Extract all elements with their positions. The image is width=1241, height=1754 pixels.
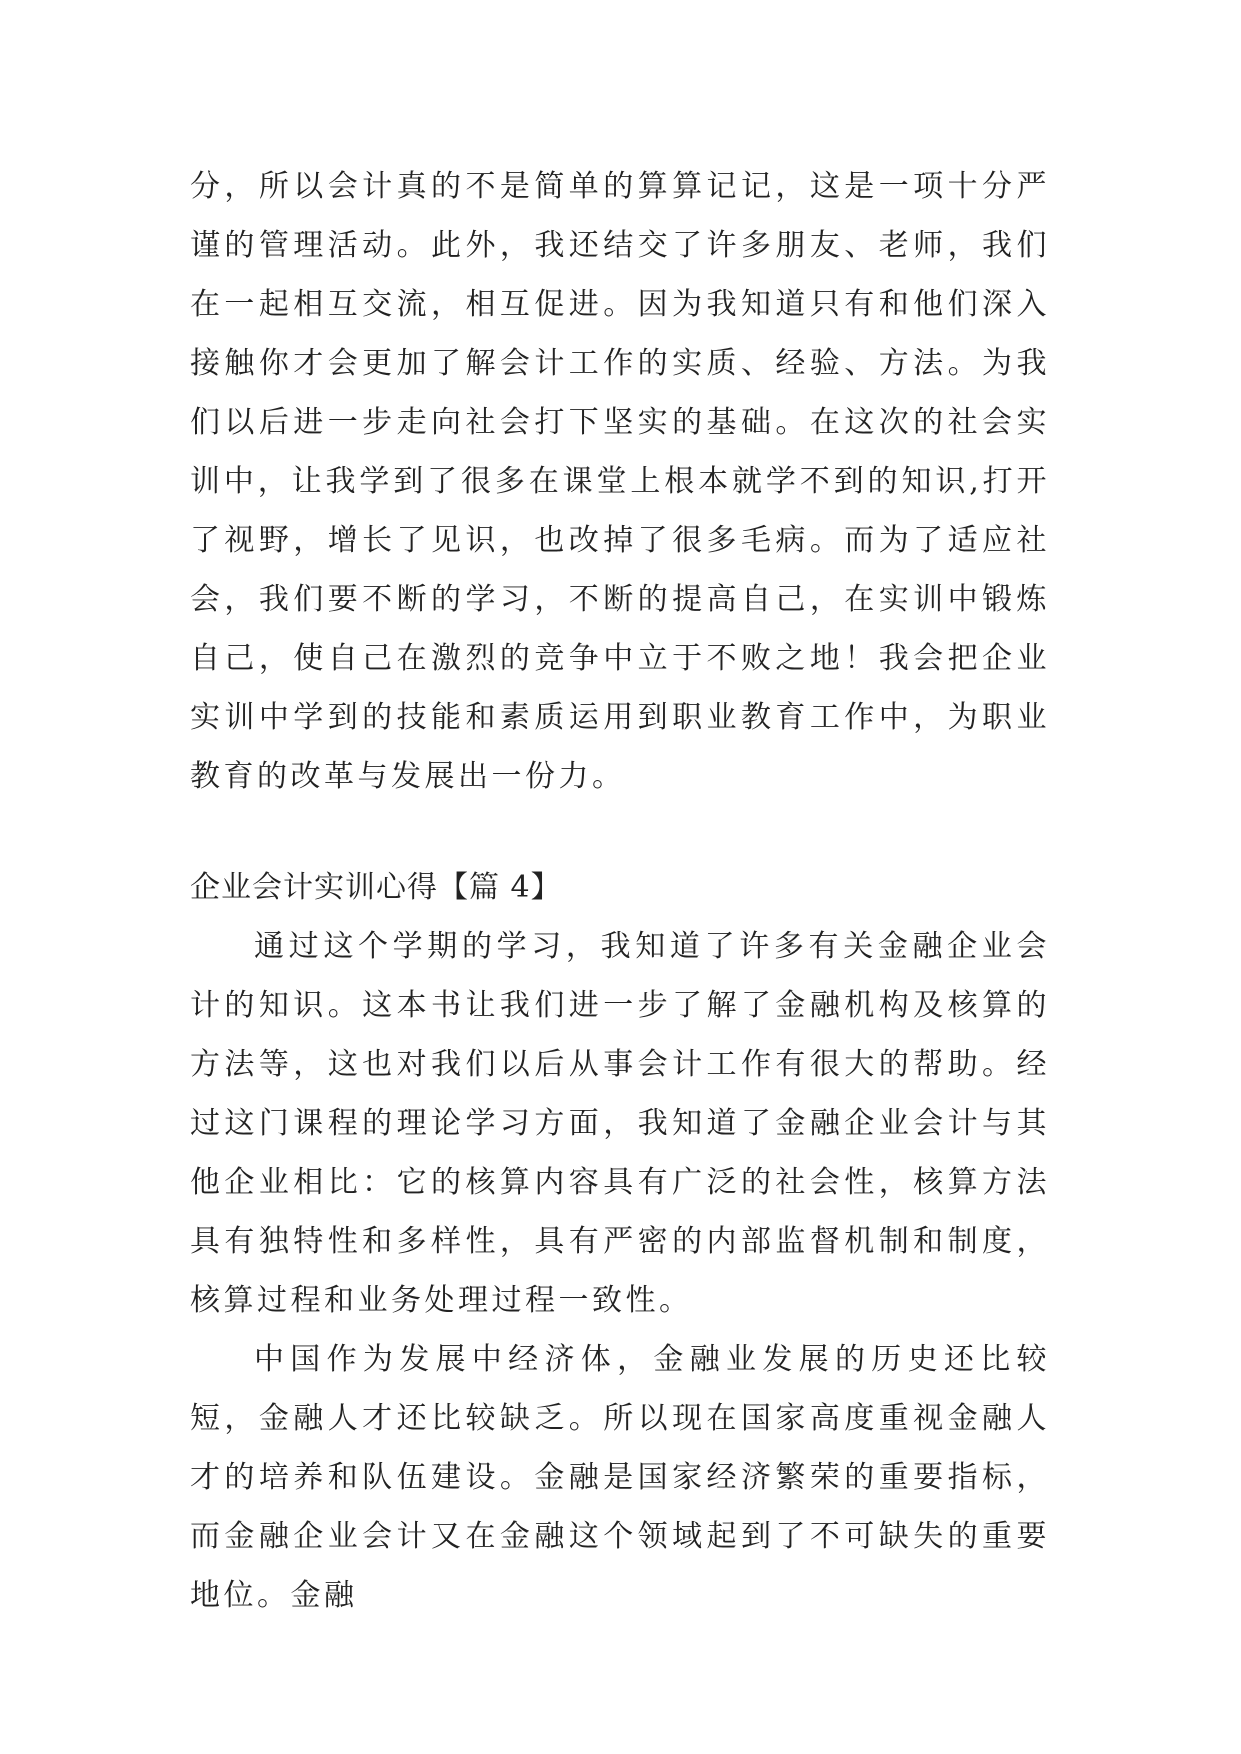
continuation-text-block <box>190 157 1050 806</box>
continuation-paragraph: 分，所以会计真的不是简单的算算记记，这是一项十分严谨的管理活动。此外，我还结交了许多朋友、老师，我们在一起相互交流，相互促进。因为我知道只有和他们深入接触你才会更加了解会计工作的实质、经验、方法。为我们以后进一步走向社会打下坚实的基础。在这次的社会实训中，让我学到了很多在课堂上根本就学不到的知识,打开了视野，增长了见识，也改掉了很多毛病。而为了适应社会，我们要不断的学习，不断的提高自己，在实训中锻炼自己，使自己在激烈的竞争中立于不败之地！我会把企业实训中学到的技能和素质运用到职业教育工作中，为职业教育的改革与发展出一份力。 <box>190 169 1050 794</box>
section-heading: 企业会计实训心得【篇 4】 <box>190 870 562 905</box>
body-paragraph-1: 通过这个学期的学习，我知道了许多有关金融企业会计的知识。这本书让我们进一步了解了金融机构及核算的方法等，这也对我们以后从事会计工作有很大的帮助。经过这门课程的理论学习方面，我知道了金融企业会计与其他企业相比：它的核算内容具有广泛的社会性，核算方法具有独特性和多样性，具有严密的内部监督机制和制度，核算过程和业务处理过程一致性。 <box>190 929 1050 1318</box>
body-paragraph-2: 中国作为发展中经济体，金融业发展的历史还比较短，金融人才还比较缺乏。所以现在国家高度重视金融人才的培养和队伍建设。金融是国家经济繁荣的重要指标，而金融企业会计又在金融这个领域起到了不可缺失的重要地位。金融 <box>190 1342 1050 1613</box>
section-body <box>190 917 1050 1625</box>
